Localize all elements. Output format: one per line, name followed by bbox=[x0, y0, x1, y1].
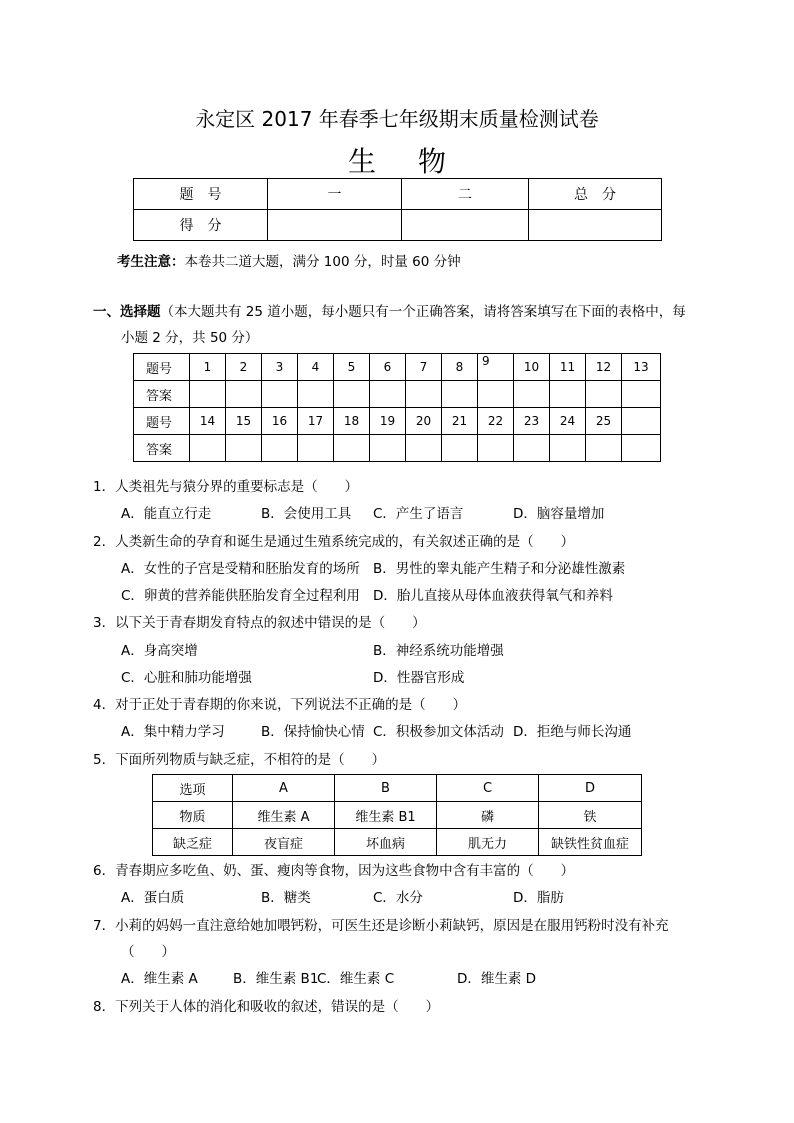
option-b[interactable]: B．会使用工具 bbox=[261, 506, 352, 522]
table-cell: A bbox=[233, 775, 335, 802]
answer-cell[interactable] bbox=[334, 381, 370, 408]
answer-number-row bbox=[134, 408, 661, 435]
vitamin-table bbox=[152, 774, 642, 856]
score-header-cell: 一 bbox=[268, 179, 402, 210]
option-d[interactable]: D．拒绝与师长沟通 bbox=[513, 724, 632, 740]
question-number: 15 bbox=[226, 408, 262, 435]
answer-cell[interactable] bbox=[190, 435, 226, 462]
answer-cell[interactable] bbox=[334, 435, 370, 462]
question-number: 20 bbox=[406, 408, 442, 435]
option-a[interactable]: A．维生素 A bbox=[121, 971, 198, 987]
question-stem: 8．下列关于人体的消化和吸收的叙述，错误的是（ ） bbox=[93, 999, 440, 1015]
option-b[interactable]: B．男性的睾丸能产生精子和分泌雄性激素 bbox=[373, 561, 626, 577]
score-input-cell[interactable] bbox=[529, 210, 662, 241]
question-stem: 7．小莉的妈妈一直注意给她加喂钙粉，可医生还是诊断小莉缺钙，原因是在服用钙粉时没有补充 bbox=[93, 918, 669, 934]
option-c[interactable]: C．卵黄的营养能供胚胎发育全过程利用 bbox=[121, 588, 360, 604]
table-cell: 缺铁性贫血症 bbox=[539, 829, 642, 856]
option-c[interactable]: C．产生了语言 bbox=[373, 506, 464, 522]
question-number: 17 bbox=[298, 408, 334, 435]
section-heading bbox=[93, 300, 686, 320]
table-cell: 肌无力 bbox=[437, 829, 539, 856]
answer-cell[interactable] bbox=[514, 381, 550, 408]
score-header-cell: 总 分 bbox=[529, 179, 662, 210]
table-cell: 夜盲症 bbox=[233, 829, 335, 856]
table-cell: 铁 bbox=[539, 802, 642, 829]
option-d[interactable]: D．脂肪 bbox=[513, 890, 564, 906]
answer-cell[interactable] bbox=[586, 381, 622, 408]
answer-cell[interactable] bbox=[406, 435, 442, 462]
answer-cell[interactable] bbox=[190, 381, 226, 408]
score-input-cell[interactable] bbox=[402, 210, 529, 241]
option-c[interactable]: C．维生素 C bbox=[317, 971, 395, 987]
question-stem: 5．下面所列物质与缺乏症，不相符的是（ ） bbox=[93, 752, 386, 768]
answer-row-label: 答案 bbox=[134, 435, 190, 462]
subject-title: 生物 bbox=[347, 145, 488, 178]
question-number: 19 bbox=[370, 408, 406, 435]
answer-cell[interactable] bbox=[262, 381, 298, 408]
score-input-cell[interactable] bbox=[268, 210, 402, 241]
question-stem: 1．人类祖先与猿分界的重要标志是（ ） bbox=[93, 479, 359, 495]
option-c[interactable]: C．水分 bbox=[373, 890, 423, 906]
option-a[interactable]: A．能直立行走 bbox=[121, 506, 212, 522]
question-number: 25 bbox=[586, 408, 622, 435]
table-cell: B bbox=[335, 775, 437, 802]
question-number: 1 bbox=[190, 354, 226, 381]
table-cell: 磷 bbox=[437, 802, 539, 829]
question-number: 2 bbox=[226, 354, 262, 381]
option-b[interactable]: B．保持愉快心情 bbox=[261, 724, 365, 740]
question-number: 24 bbox=[550, 408, 586, 435]
question-number: 18 bbox=[334, 408, 370, 435]
vitamin-deficiency-row bbox=[153, 829, 642, 856]
answer-grid bbox=[133, 353, 661, 462]
answer-cell[interactable] bbox=[622, 381, 661, 408]
option-d[interactable]: D．脑容量增加 bbox=[513, 506, 605, 522]
option-a[interactable]: A．女性的子宫是受精和胚胎发育的场所 bbox=[121, 561, 360, 577]
answer-cell[interactable] bbox=[298, 381, 334, 408]
question-number: 6 bbox=[370, 354, 406, 381]
score-label-cell: 得 分 bbox=[134, 210, 268, 241]
answer-number-row bbox=[134, 354, 661, 381]
question-number: 13 bbox=[622, 354, 661, 381]
answer-cell[interactable] bbox=[226, 381, 262, 408]
score-header-cell: 题 号 bbox=[134, 179, 268, 210]
table-cell: 坏血病 bbox=[335, 829, 437, 856]
table-cell: 选项 bbox=[153, 775, 233, 802]
question-number: 16 bbox=[262, 408, 298, 435]
option-a[interactable]: A．集中精力学习 bbox=[121, 724, 225, 740]
option-b[interactable]: B．维生素 B1 bbox=[233, 971, 319, 987]
option-c[interactable]: C．心脏和肺功能增强 bbox=[121, 670, 252, 686]
answer-cell[interactable] bbox=[370, 381, 406, 408]
exam-notice bbox=[117, 250, 461, 270]
question-stem: 3．以下关于青春期发育特点的叙述中错误的是（ ） bbox=[93, 615, 426, 631]
question-number: 4 bbox=[298, 354, 334, 381]
answer-cell[interactable] bbox=[514, 435, 550, 462]
option-d[interactable]: D．性器官形成 bbox=[373, 670, 465, 686]
question-number: 7 bbox=[406, 354, 442, 381]
score-header-row bbox=[134, 179, 662, 210]
answer-bracket: （ ） bbox=[121, 944, 175, 960]
score-header-cell: 二 bbox=[402, 179, 529, 210]
table-cell: C bbox=[437, 775, 539, 802]
question-number: 10 bbox=[514, 354, 550, 381]
answer-cell[interactable] bbox=[406, 381, 442, 408]
answer-grid-empty-cell bbox=[622, 408, 661, 435]
question-number: 21 bbox=[442, 408, 478, 435]
option-c[interactable]: C．积极参加文体活动 bbox=[373, 724, 504, 740]
option-b[interactable]: B．神经系统功能增强 bbox=[373, 643, 504, 659]
question-number: 5 bbox=[334, 354, 370, 381]
answer-cell[interactable] bbox=[442, 381, 478, 408]
question-number: 8 bbox=[442, 354, 478, 381]
question-number: 22 bbox=[478, 408, 514, 435]
answer-row-label: 题号 bbox=[134, 408, 190, 435]
section-title: 一、选择题 bbox=[93, 304, 161, 320]
answer-cell[interactable] bbox=[550, 381, 586, 408]
answer-cell[interactable] bbox=[298, 435, 334, 462]
table-cell: 维生素 A bbox=[233, 802, 335, 829]
question-number: 12 bbox=[586, 354, 622, 381]
question-number: 9 bbox=[478, 354, 514, 381]
notice-text: 本卷共二道大题，满分 100 分，时量 60 分钟 bbox=[184, 254, 461, 270]
table-cell: D bbox=[539, 775, 642, 802]
answer-grid-empty-cell bbox=[622, 435, 661, 462]
question-stem: 2．人类新生命的孕育和诞生是通过生殖系统完成的，有关叙述正确的是（ ） bbox=[93, 534, 575, 550]
section-desc: （本大题共有 25 道小题，每小题只有一个正确答案，请将答案填写在下面的表格中，每 bbox=[160, 304, 686, 320]
option-b[interactable]: B．糖类 bbox=[261, 890, 311, 906]
score-value-row bbox=[134, 210, 662, 241]
exam-title: 永定区 2017 年春季七年级期末质量检测试卷 bbox=[195, 107, 599, 131]
question-number: 14 bbox=[190, 408, 226, 435]
vitamin-header-row bbox=[153, 775, 642, 802]
answer-input-row bbox=[134, 435, 661, 462]
question-stem: 4．对于正处于青春期的你来说，下列说法不正确的是（ ） bbox=[93, 697, 467, 713]
table-cell: 缺乏症 bbox=[153, 829, 233, 856]
answer-cell[interactable] bbox=[550, 435, 586, 462]
answer-row-label: 答案 bbox=[134, 381, 190, 408]
question-number: 3 bbox=[262, 354, 298, 381]
answer-cell[interactable] bbox=[478, 435, 514, 462]
question-number: 11 bbox=[550, 354, 586, 381]
score-table bbox=[133, 178, 662, 241]
answer-cell[interactable] bbox=[442, 435, 478, 462]
option-d[interactable]: D．维生素 D bbox=[457, 971, 537, 987]
notice-label: 考生注意： bbox=[117, 254, 185, 270]
question-stem: 6．青春期应多吃鱼、奶、蛋、瘦肉等食物，因为这些食物中含有丰富的（ ） bbox=[93, 863, 575, 879]
vitamin-substance-row bbox=[153, 802, 642, 829]
answer-cell[interactable] bbox=[370, 435, 406, 462]
answer-input-row bbox=[134, 381, 661, 408]
option-d[interactable]: D．胎儿直接从母体血液获得氧气和养料 bbox=[373, 588, 613, 604]
answer-row-label: 题号 bbox=[134, 354, 190, 381]
table-cell: 物质 bbox=[153, 802, 233, 829]
answer-cell[interactable] bbox=[586, 435, 622, 462]
answer-cell[interactable] bbox=[226, 435, 262, 462]
answer-cell[interactable] bbox=[478, 381, 514, 408]
option-a[interactable]: A．蛋白质 bbox=[121, 890, 185, 906]
section-desc-continued: 小题 2 分，共 50 分） bbox=[121, 330, 259, 346]
question-number: 23 bbox=[514, 408, 550, 435]
option-a[interactable]: A．身高突增 bbox=[121, 643, 198, 659]
answer-cell[interactable] bbox=[262, 435, 298, 462]
table-cell: 维生素 B1 bbox=[335, 802, 437, 829]
